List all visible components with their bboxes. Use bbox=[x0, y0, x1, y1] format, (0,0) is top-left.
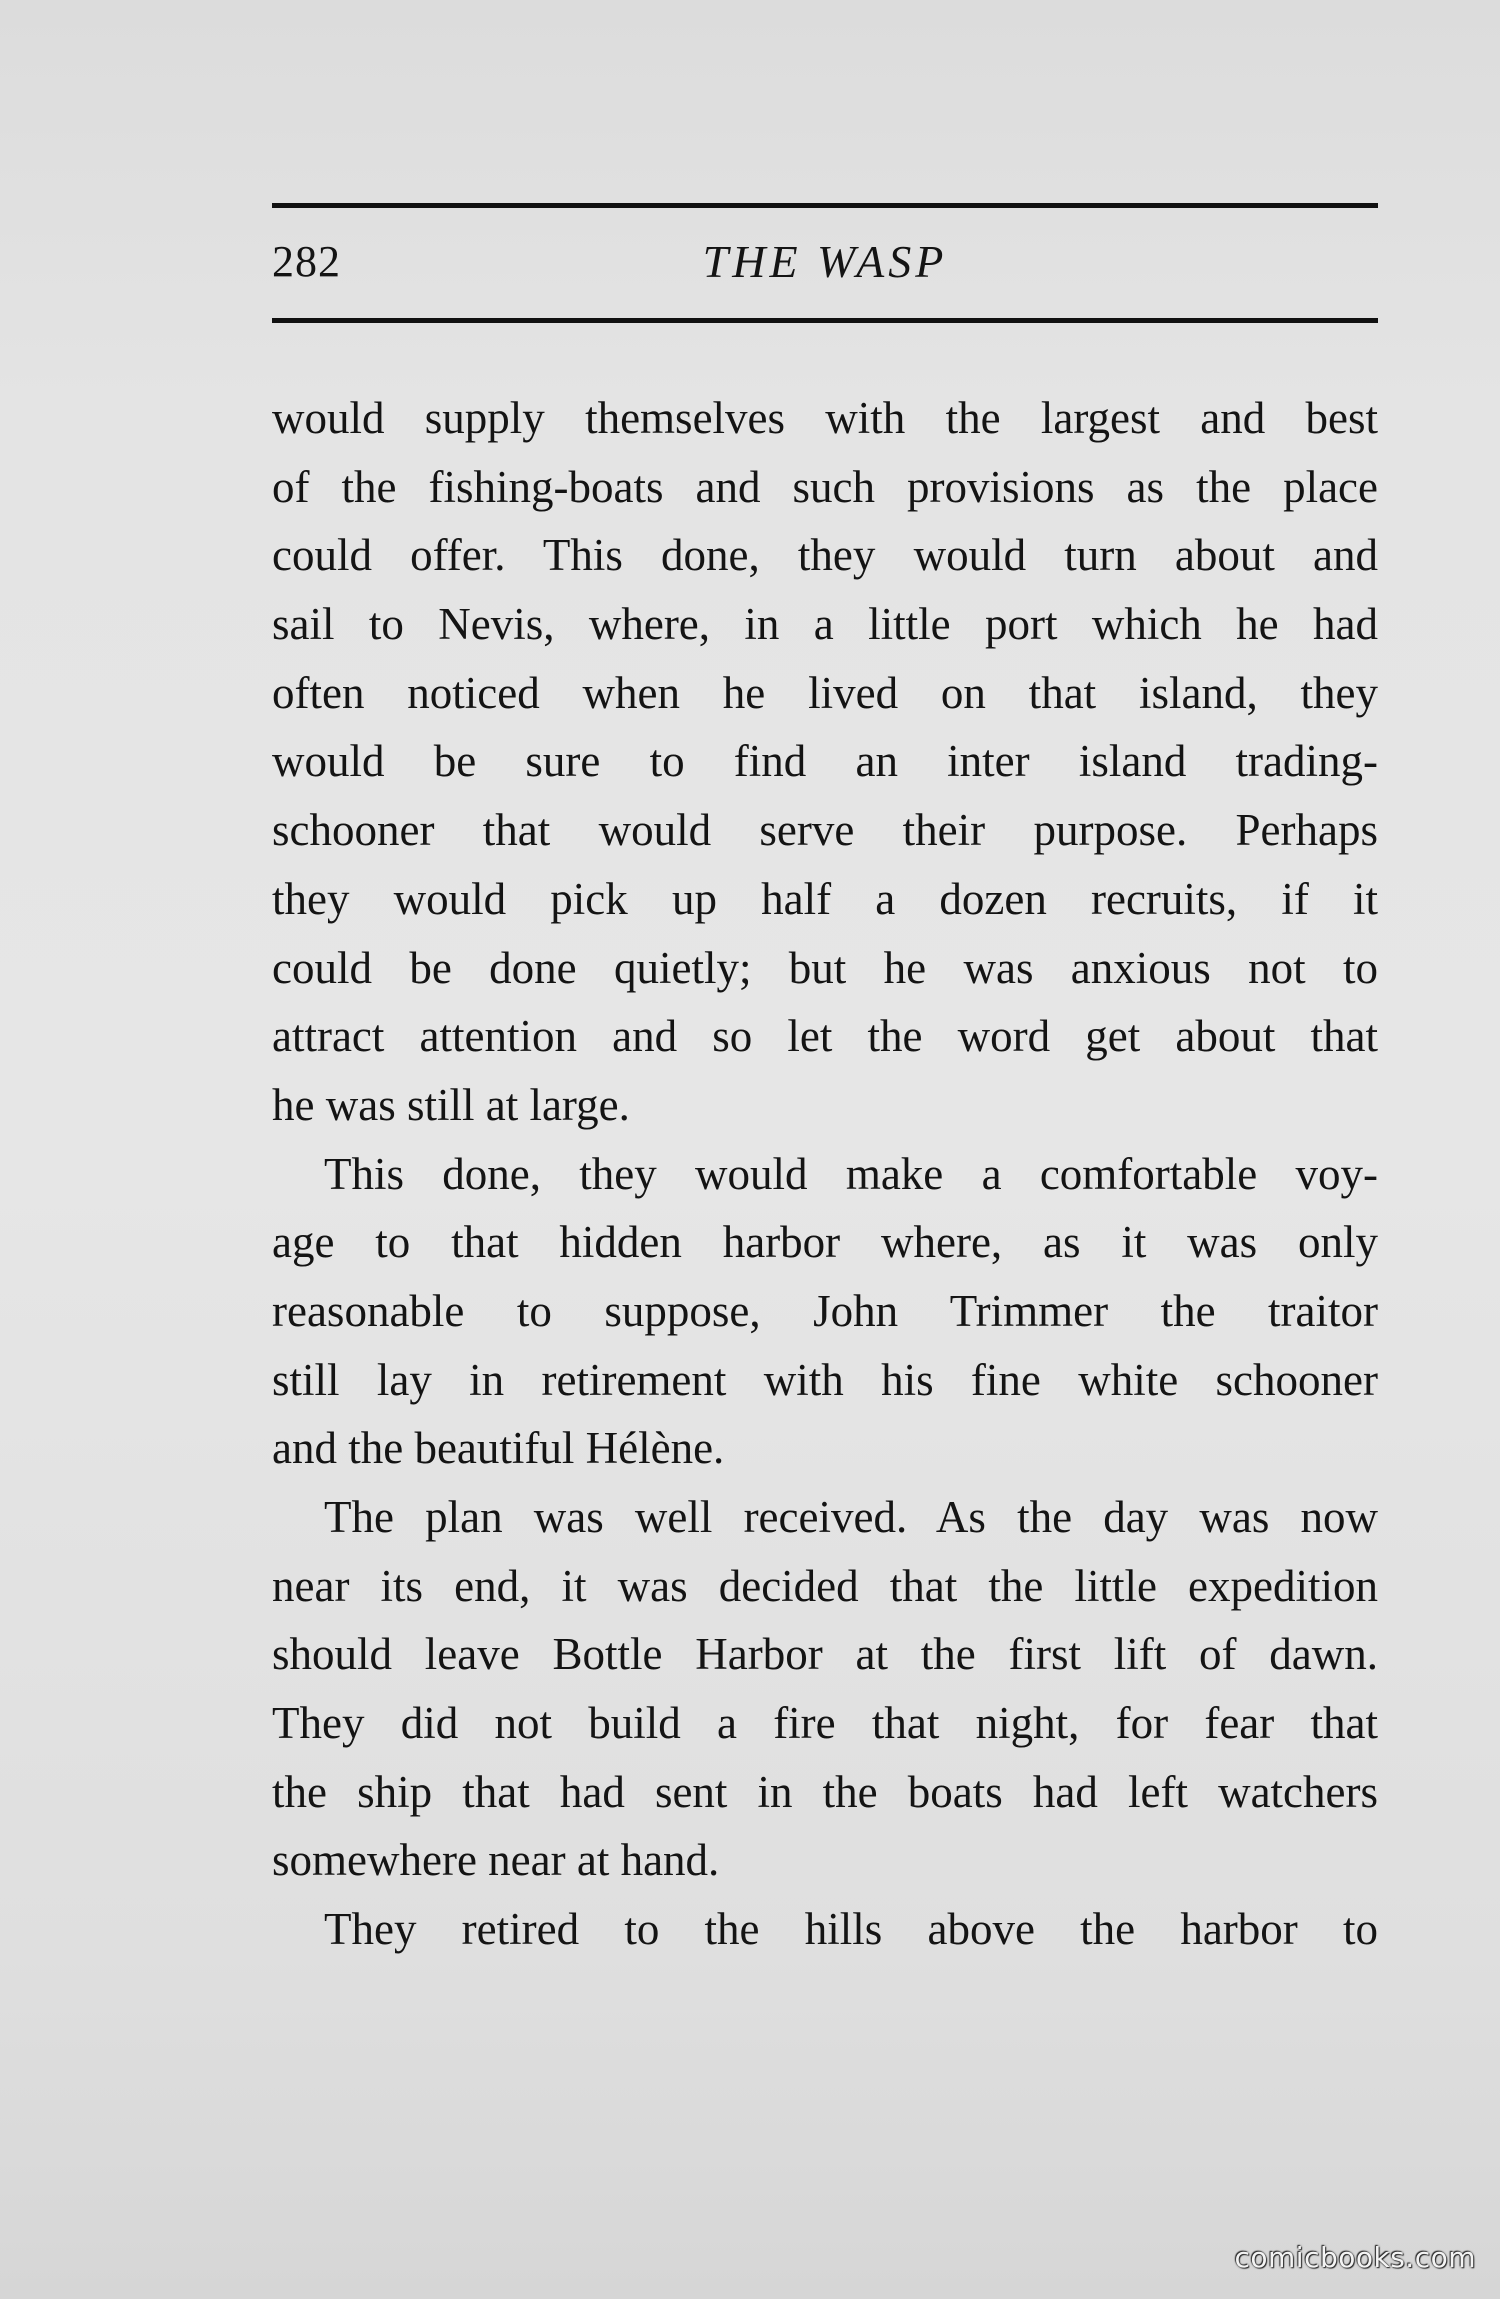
text-line: still lay in retirement with his fine white schooner bbox=[272, 1354, 1378, 1405]
watermark: comicbooks.com bbox=[1234, 2241, 1476, 2274]
page-number: 282 bbox=[272, 237, 341, 286]
text-line: should leave Bottle Harbor at the first lift of dawn. bbox=[272, 1629, 1378, 1680]
paragraph-start-line: The plan was well received. As the day was now bbox=[324, 1492, 1378, 1542]
text-line: often noticed when he lived on that island, they bbox=[272, 667, 1378, 718]
text-line: sail to Nevis, where, in a little port which he had bbox=[272, 599, 1378, 650]
text-line: attract attention and so let the word get about that bbox=[272, 1011, 1378, 1062]
running-title: THE WASP bbox=[702, 236, 948, 287]
paragraph-start-line: This done, they would make a comfortable voy- bbox=[324, 1148, 1378, 1199]
text-line: near its end, it was decided that the little expedition bbox=[272, 1560, 1378, 1611]
text-line: could offer. This done, they would turn about and bbox=[272, 530, 1378, 581]
text-line: he was still at large. bbox=[272, 1079, 630, 1130]
header-rule-bottom bbox=[272, 318, 1378, 323]
text-line: would be sure to find an inter island trading- bbox=[272, 736, 1378, 787]
text-line: They did not build a fire that night, for fear that bbox=[272, 1698, 1378, 1749]
text-line: and the beautiful Hélène. bbox=[272, 1423, 725, 1474]
text-line: of the fishing-boats and such provisions as the place bbox=[272, 461, 1378, 512]
text-line: reasonable to suppose, John Trimmer the traitor bbox=[272, 1285, 1378, 1336]
paragraph-start-line: They retired to the hills above the harbor to bbox=[324, 1904, 1378, 1955]
text-line: they would pick up half a dozen recruits, if it bbox=[272, 873, 1378, 924]
text-line: somewhere near at hand. bbox=[272, 1835, 720, 1886]
text-line: the ship that had sent in the boats had left watchers bbox=[272, 1766, 1378, 1817]
header-rule-top bbox=[272, 203, 1378, 208]
text-line: age to that hidden harbor where, as it was only bbox=[272, 1217, 1378, 1268]
body-text bbox=[272, 384, 1378, 1964]
text-line: could be done quietly; but he was anxious not to bbox=[272, 942, 1378, 993]
text-line: would supply themselves with the largest and best bbox=[272, 393, 1378, 443]
text-line: schooner that would serve their purpose. Perhaps bbox=[272, 805, 1378, 856]
